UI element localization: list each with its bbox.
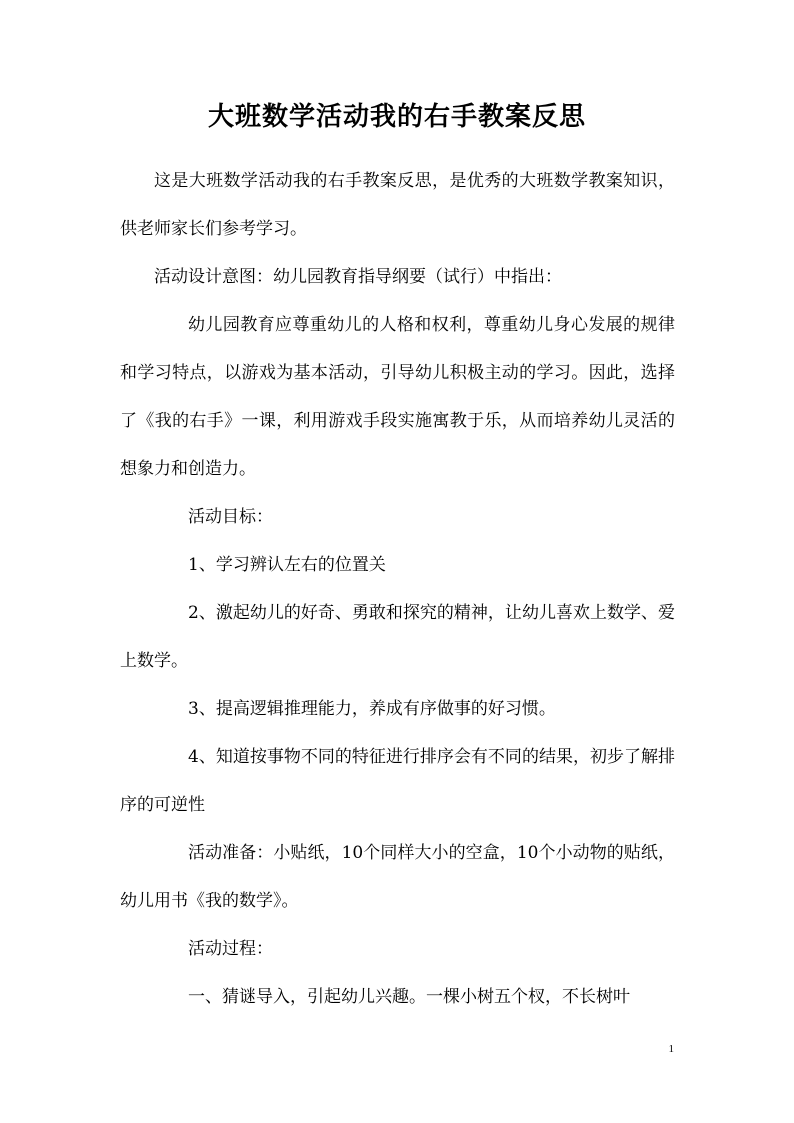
design-intent-heading: 活动设计意图：幼儿园教育指导纲要（试行）中指出： [154,267,562,287]
preparation-paragraph: 活动准备：小贴纸，10个同样大小的空盒，10个小动物的贴纸，幼儿用书《我的数学》。 [120,843,675,911]
document-title: 大班数学活动我的右手教案反思 [207,102,586,132]
goal-item-3: 3、提高逻辑推理能力，养成有序做事的好习惯。 [188,699,556,719]
goal-item-2: 2、激起幼儿的好奇、勇敢和探究的精神，让幼儿喜欢上数学、爱上数学。 [120,603,675,671]
process-heading: 活动过程： [188,939,273,959]
intro-paragraph: 这是大班数学活动我的右手教案反思，是优秀的大班数学教案知识，供老师家长们参考学习。 [120,171,675,239]
design-intent-paragraph: 幼儿园教育应尊重幼儿的人格和权利，尊重幼儿身心发展的规律和学习特点，以游戏为基本活动，引导幼儿积极主动的学习。因此，选择了《我的右手》一课，利用游戏手段实施寓教于乐，从而培养幼儿灵活的想象力和创造力。 [120,315,675,479]
process-step-1: 一、猜谜导入，引起幼儿兴趣。一棵小树五个杈，不长树叶 [188,987,630,1007]
goal-item-1: 1、学习辨认左右的位置关 [188,555,386,575]
page-number: 1 [668,1043,674,1055]
goal-item-4: 4、知道按事物不同的特征进行排序会有不同的结果，初步了解排序的可逆性 [120,747,675,815]
goals-heading: 活动目标： [188,507,273,527]
